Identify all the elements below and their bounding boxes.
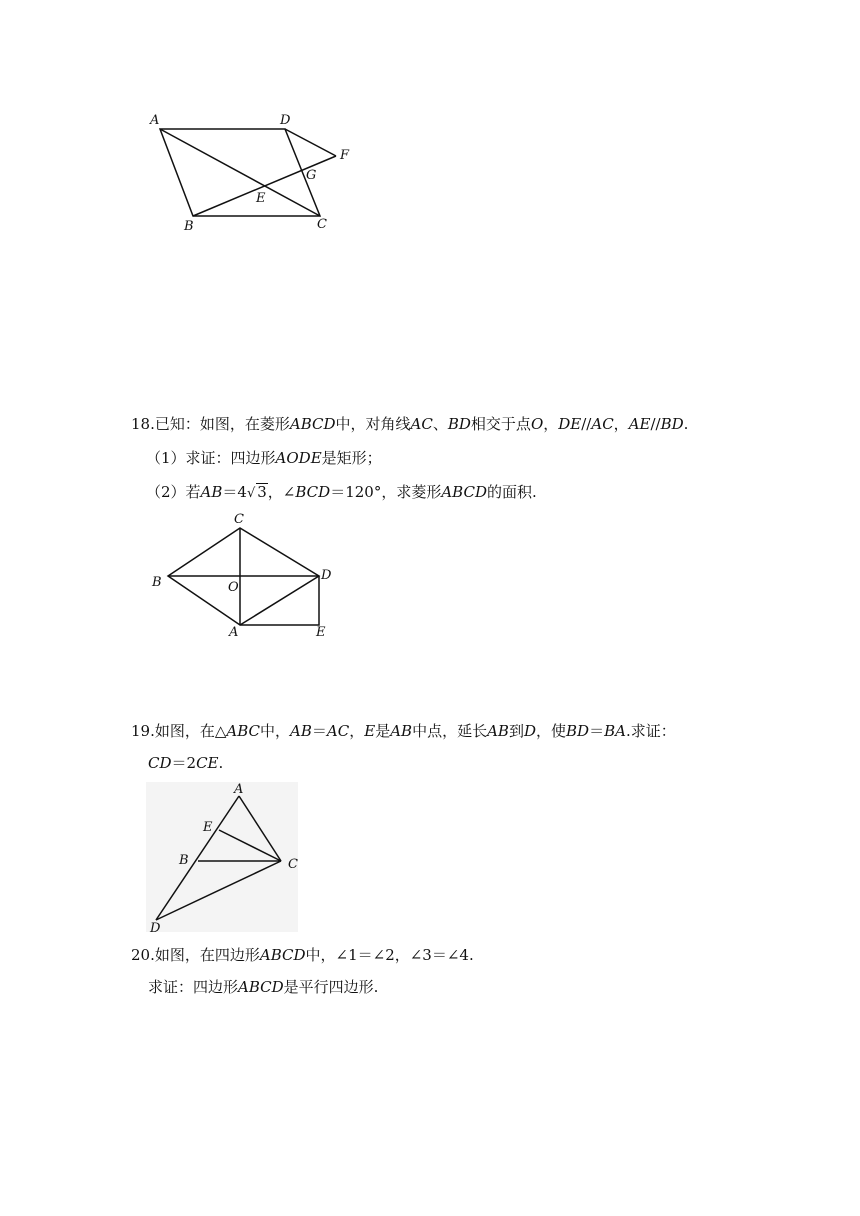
label-f: F	[340, 148, 350, 163]
label-g: G	[306, 168, 317, 183]
label-d: D	[321, 568, 332, 583]
q20-stem: 20.如图，在四边形ABCD中，∠1＝∠2，∠3＝∠4.	[131, 946, 474, 964]
segment-dc	[156, 861, 281, 920]
q18-part1: （1）求证：四边形AODE是矩形；	[146, 449, 382, 467]
label-b: B	[152, 575, 162, 590]
figure-triangle-abc	[146, 782, 306, 938]
figure-rhombus-abcd	[148, 510, 348, 640]
q18-part2: （2）若AB＝4√ 3，∠BCD＝120°，求菱形ABCD的面积.	[146, 483, 537, 501]
q20-prove: 求证：四边形ABCD是平行四边形.	[148, 978, 379, 996]
segment-da	[156, 796, 239, 920]
label-d: D	[150, 921, 161, 936]
label-c: C	[317, 217, 327, 232]
segment-df	[285, 129, 336, 156]
label-b: B	[184, 219, 194, 234]
label-a: A	[234, 782, 244, 797]
label-e: E	[316, 625, 326, 640]
segment-bf	[193, 156, 336, 216]
q18-stem: 18.已知：如图，在菱形ABCD中，对角线AC、BD相交于点O，DE//AC，AE//BD.	[131, 415, 689, 433]
label-a: A	[229, 625, 239, 640]
q19-stem-cont: CD＝2CE.	[148, 754, 224, 772]
label-e: E	[256, 191, 266, 206]
figure-parallelogram-abcd	[140, 108, 370, 238]
label-b: B	[179, 853, 189, 868]
label-a: A	[150, 113, 160, 128]
q19-stem: 19.如图，在△ABC中，AB＝AC，E是AB中点，延长AB到D，使BD＝BA.求证：	[131, 722, 676, 740]
label-c: C	[288, 857, 298, 872]
label-d: D	[280, 113, 291, 128]
label-o: O	[228, 580, 239, 595]
label-c: C	[234, 512, 244, 527]
label-e: E	[203, 820, 213, 835]
